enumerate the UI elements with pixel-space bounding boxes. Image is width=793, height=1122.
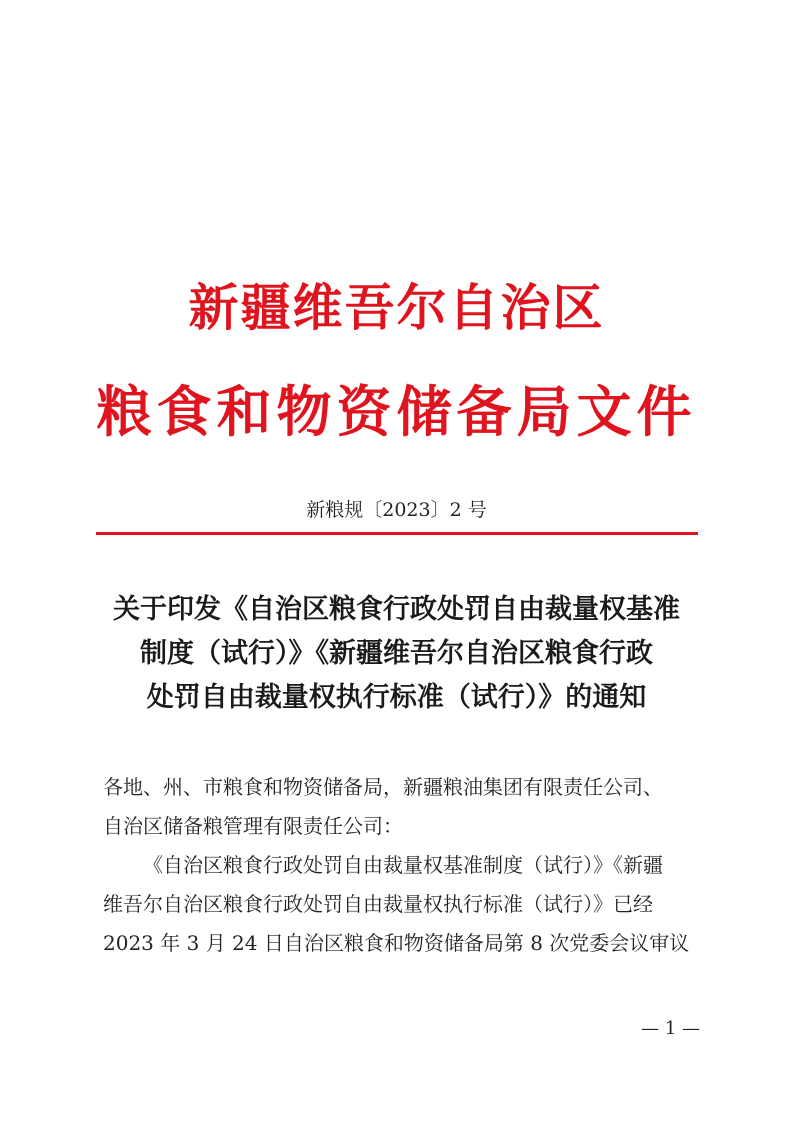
body-paragraph xyxy=(103,846,697,963)
issuer-name-line1: 新疆维吾尔自治区 xyxy=(188,278,605,337)
notice-title-line2: 制度（试行）》《新疆维吾尔自治区粮食行政 xyxy=(140,638,653,669)
page-number: — 1 — xyxy=(641,1018,700,1039)
addressee-block xyxy=(103,768,697,846)
addressee-line2: 自治区储备粮管理有限责任公司： xyxy=(103,814,403,838)
notice-title-line1: 关于印发《自治区粮食行政处罚自由裁量权基准 xyxy=(113,594,680,625)
red-divider-line xyxy=(96,532,698,535)
notice-title-line3: 处罚自由裁量权执行标准（试行）》的通知 xyxy=(146,682,647,713)
paragraph-line1: 《自治区粮食行政处罚自由裁量权基准制度（试行）》《新疆 xyxy=(143,853,663,877)
issuer-name-line2: 粮食和物资储备局文件 xyxy=(96,379,697,444)
notice-title xyxy=(90,588,703,720)
addressee-line1: 各地、州、市粮食和物资储备局，新疆粮油集团有限责任公司、 xyxy=(103,775,663,799)
document-number: 新粮规〔2023〕2 号 xyxy=(306,499,487,521)
paragraph-line2: 维吾尔自治区粮食行政处罚自由裁量权执行标准（试行）》已经 xyxy=(103,892,653,916)
paragraph-line3: 2023 年 3 月 24 日自治区粮食和物资储备局第 8 次党委会议审议 xyxy=(103,931,690,955)
